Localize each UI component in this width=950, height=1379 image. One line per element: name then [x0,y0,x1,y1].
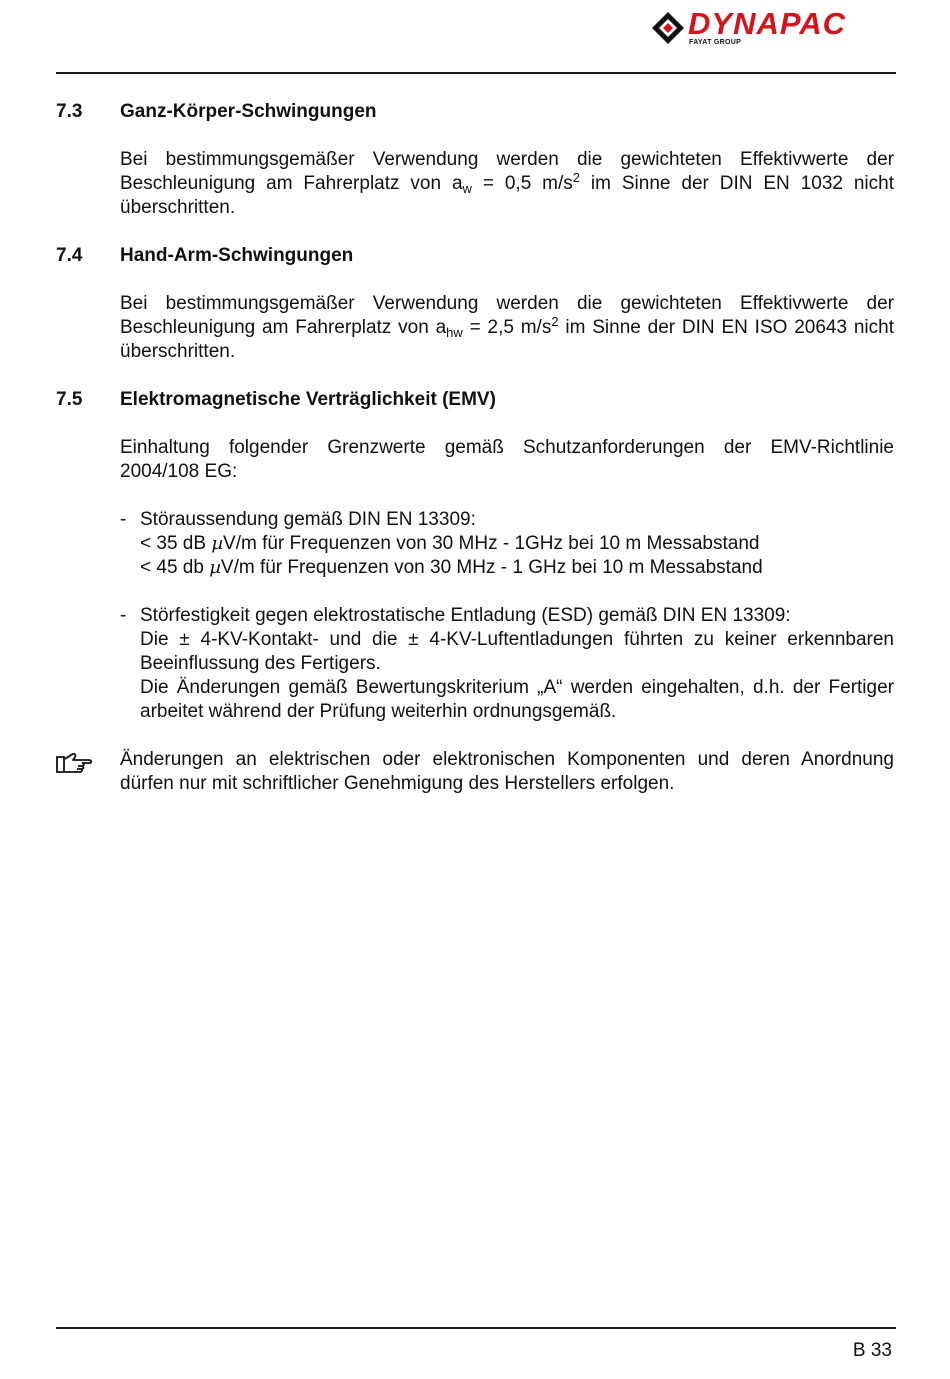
list-item [120,604,894,724]
body-text: im Sinne der DIN EN 1032 nicht überschritten. [120,173,894,218]
page-content [56,100,894,796]
section-title: Hand-Arm-Schwingungen [120,245,354,266]
subscript: w [462,181,472,196]
section-7-5 [56,388,894,724]
body-text: Bei bestimmungsgemäßer Verwendung werden die gewichteten Effektivwerte der Beschleunigung am Fahrerplatz von a [120,293,894,338]
superscript: 2 [572,170,581,185]
section-7-4 [56,244,894,364]
list-dash: - [120,605,127,626]
list-item-title: Störaussendung gemäß DIN EN 13309: [140,509,476,530]
note-icon-wrap [56,748,120,796]
list-item [120,508,894,580]
brand-name: DYNAPAC [688,6,846,41]
dynapac-diamond-icon [650,10,686,46]
section-body [120,148,894,220]
section-number: 7.5 [56,389,83,410]
list-dash: - [120,509,127,530]
list-item-body [140,604,894,724]
section-heading [56,388,894,412]
header-rule [56,72,896,74]
list-item-body [140,508,894,580]
note-block [56,748,894,796]
limit-value: < 35 dB [140,533,212,554]
section-number: 7.4 [56,245,83,266]
limit-line [140,532,894,556]
subscript: hw [446,325,463,340]
section-7-3 [56,100,894,220]
list-item-paragraph: Die Änderungen gemäß Bewertungskriterium „A“ werden eingehalten, d.h. der Fertiger arbeitet während der Prüfung weiterhin ordnungsgemäß. [140,677,894,722]
limit-text: V/m für Frequenzen von 30 MHz - 1GHz bei 10 m Messabstand [223,533,760,554]
mu-symbol: µ [209,557,221,578]
limit-value: < 45 db [140,557,210,578]
list-item-title: Störfestigkeit gegen elektrostatische Entladung (ESD) gemäß DIN EN 13309: [140,605,791,626]
section-title: Ganz-Körper-Schwingungen [120,101,377,122]
body-text: = 0,5 m/s [471,173,573,194]
section-title: Elektromagnetische Verträglichkeit (EMV) [120,389,496,410]
section-body [120,292,894,364]
superscript: 2 [551,314,559,329]
brand-subtitle: FAYAT GROUP [689,39,742,46]
section-heading [56,244,894,268]
section-heading [56,100,894,124]
list-item-paragraph: Die ± 4-KV-Kontakt- und die ± 4-KV-Luftentladungen führten zu keiner erkennbaren Beeinflussung des Fertigers. [140,629,894,674]
body-text: = 2,5 m/s [462,317,552,338]
footer-rule [56,1327,896,1329]
brand-logo [650,8,900,48]
limit-line [140,556,894,580]
mu-symbol: µ [211,533,224,554]
section-number: 7.3 [56,101,83,122]
body-text: im Sinne der DIN EN ISO 20643 nicht überschritten. [120,317,894,362]
limit-text: V/m für Frequenzen von 30 MHz - 1 GHz bei 10 m Messabstand [220,557,763,578]
page-number: B 33 [852,1340,892,1361]
note-text: Änderungen an elektrischen oder elektronischen Komponenten und deren Anordnung dürfen nur mit schriftlicher Genehmigung des Herstellers erfolgen. [120,749,894,794]
section-body [120,436,894,724]
pointing-hand-icon [56,752,94,774]
intro-paragraph: Einhaltung folgender Grenzwerte gemäß Schutzanforderungen der EMV-Richtlinie 2004/108 EG: [120,437,894,482]
body-text: Bei bestimmungsgemäßer Verwendung werden die gewichteten Effektivwerte der Beschleunigung am Fahrerplatz von a [120,149,894,194]
